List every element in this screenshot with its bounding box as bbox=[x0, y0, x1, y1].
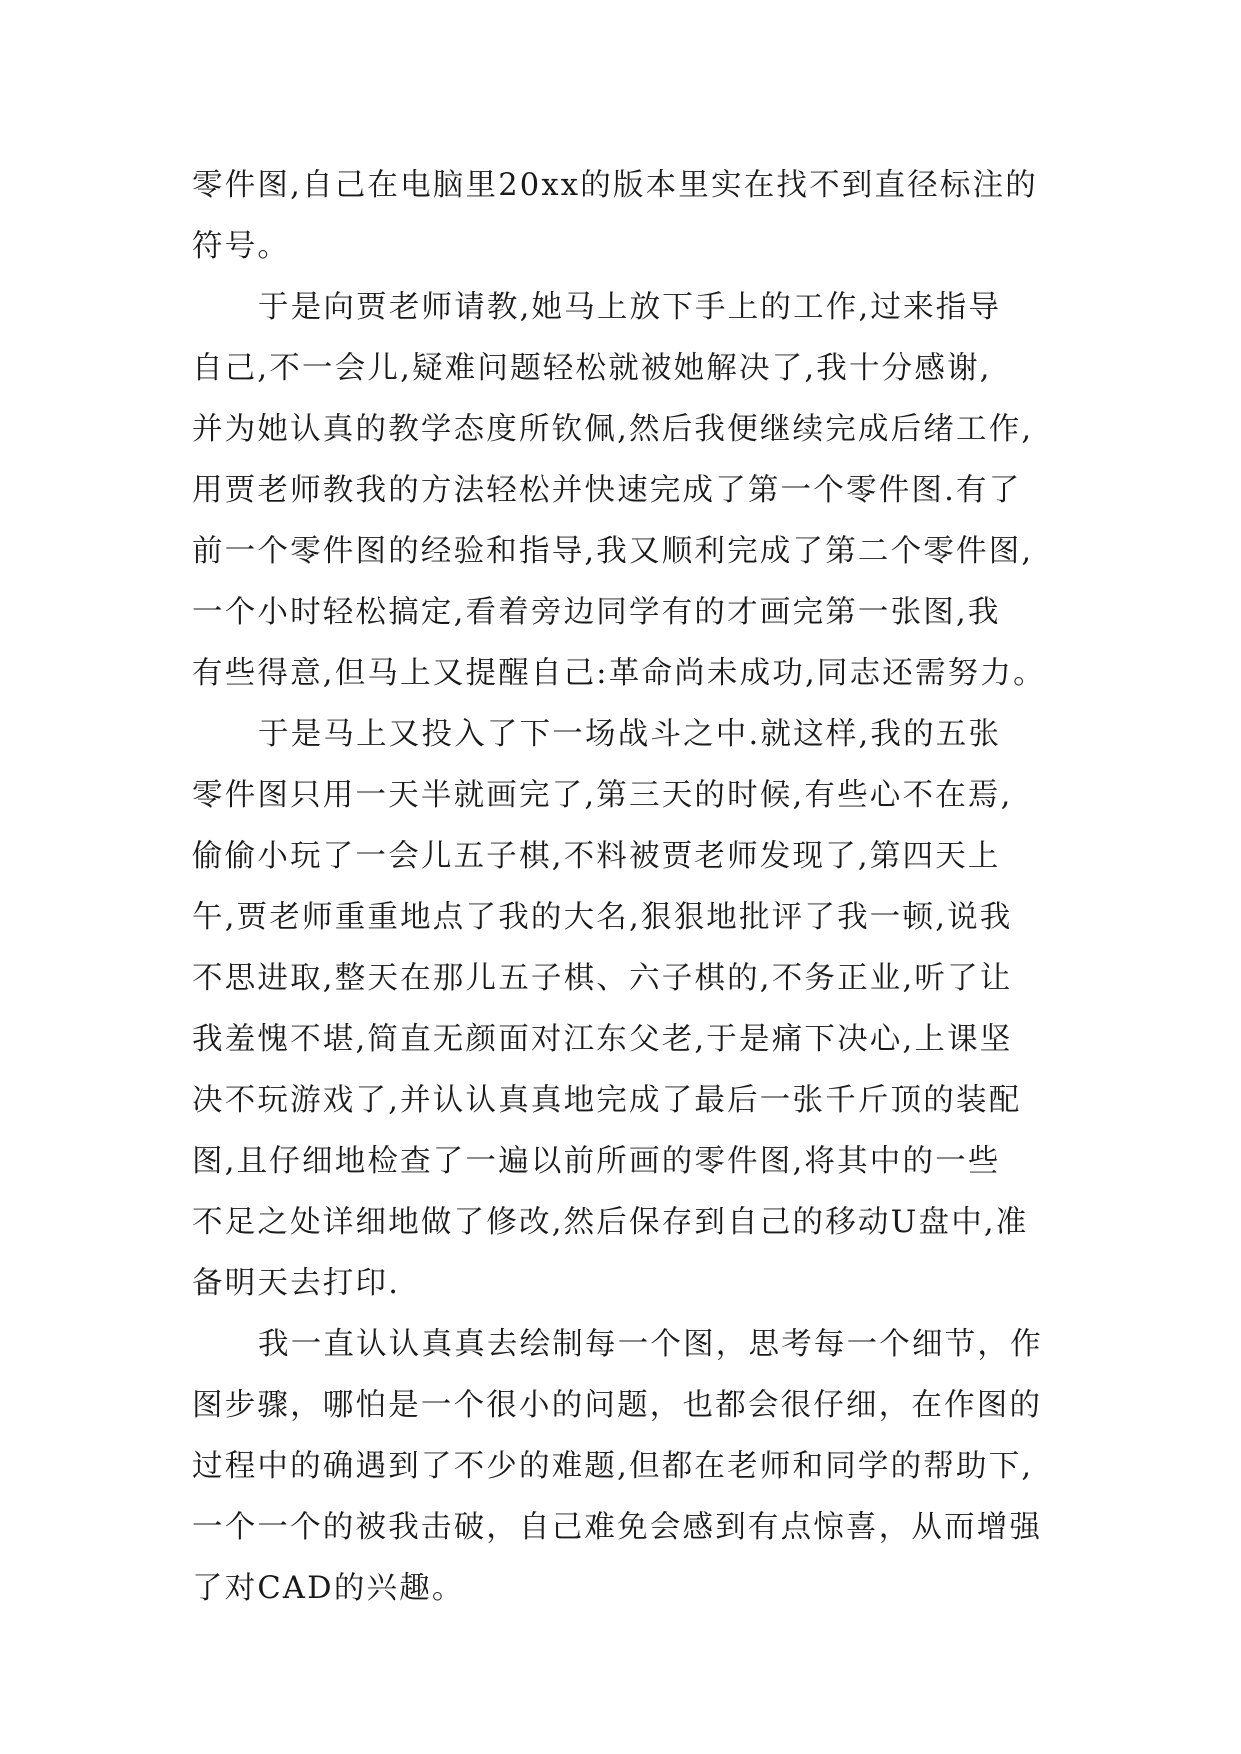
paragraph-line: 符号。 bbox=[192, 229, 291, 264]
paragraph-line: 于是向贾老师请教,她马上放下手上的工作,过来指导 bbox=[258, 290, 1002, 325]
paragraph-line: 于是马上又投入了下一场战斗之中.就这样,我的五张 bbox=[258, 717, 1002, 752]
paragraph-line: 一个一个的被我击破，自己难免会感到有点惊喜，从而增强 bbox=[192, 1510, 1043, 1545]
paragraph-line: 偷偷小玩了一会儿五子棋,不料被贾老师发现了,第四天上 bbox=[192, 839, 1001, 874]
paragraph-1 bbox=[192, 155, 1064, 277]
paragraph-2 bbox=[192, 277, 1064, 704]
paragraph-line: 图,且仔细地检查了一遍以前所画的零件图,将其中的一些 bbox=[192, 1144, 1001, 1179]
paragraph-line: 用贾老师教我的方法轻松并快速完成了第一个零件图.有了 bbox=[192, 473, 1022, 508]
paragraph-line: 一个小时轻松搞定,看着旁边同学有的才画完第一张图,我 bbox=[192, 595, 1001, 630]
paragraph-line: 前一个零件图的经验和指导,我又顺利完成了第二个零件图, bbox=[192, 534, 1034, 569]
paragraph-line: 零件图只用一天半就画完了,第三天的时候,有些心不在焉, bbox=[192, 778, 1013, 813]
paragraph-line: 了对CAD的兴趣。 bbox=[192, 1571, 465, 1606]
paragraph-line: 我一直认认真真去绘制每一个图，思考每一个细节，作 bbox=[258, 1327, 1043, 1362]
paragraph-line: 图步骤，哪怕是一个很小的问题，也都会很仔细，在作图的 bbox=[192, 1388, 1043, 1423]
paragraph-4 bbox=[192, 1314, 1064, 1619]
paragraph-line: 不思进取,整天在那儿五子棋、六子棋的,不务正业,听了让 bbox=[192, 961, 1013, 996]
paragraph-line: 并为她认真的教学态度所钦佩,然后我便继续完成后绪工作, bbox=[192, 412, 1034, 447]
paragraph-line: 午,贾老师重重地点了我的大名,狠狠地批评了我一顿,说我 bbox=[192, 900, 1013, 935]
paragraph-line: 不足之处详细地做了修改,然后保存到自己的移动U盘中,准 bbox=[192, 1205, 1029, 1240]
paragraph-line: 决不玩游戏了,并认认真真地完成了最后一张千斤顶的装配 bbox=[192, 1083, 1022, 1118]
paragraph-line: 自己,不一会儿,疑难问题轻松就被她解决了,我十分感谢, bbox=[192, 351, 992, 386]
paragraph-line: 零件图,自己在电脑里20xx的版本里实在找不到直径标注的 bbox=[192, 168, 1039, 203]
document-body bbox=[192, 155, 1064, 1619]
paragraph-3 bbox=[192, 704, 1064, 1314]
paragraph-line: 有些得意,但马上又提醒自己:革命尚未成功,同志还需努力。 bbox=[192, 656, 1046, 691]
paragraph-line: 过程中的确遇到了不少的难题,但都在老师和同学的帮助下, bbox=[192, 1449, 1034, 1484]
paragraph-line: 备明天去打印. bbox=[192, 1266, 401, 1301]
paragraph-line: 我羞愧不堪,简直无颜面对江东父老,于是痛下决心,上课坚 bbox=[192, 1022, 1013, 1057]
